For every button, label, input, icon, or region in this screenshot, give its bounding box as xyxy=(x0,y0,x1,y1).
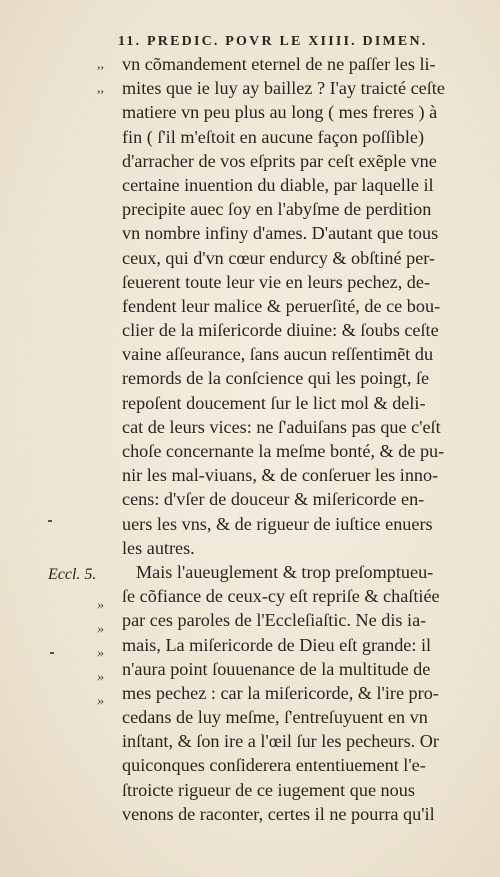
text-line: repoſent doucement ſur le lict mol & deli- xyxy=(122,392,426,413)
quote-mark: » xyxy=(97,694,104,709)
text-line: certaine inuention du diable, par laquelle il xyxy=(122,174,434,195)
text-line: ceux, qui d'vn cœur endurcy & obſtiné per- xyxy=(122,247,436,268)
text-line: cedans de luy meſme, ſ'entreſuyuent en vn xyxy=(122,707,428,728)
text-line: par ces paroles de l'Eccleſiaſtic. Ne dis ia- xyxy=(122,610,427,631)
text-line: vn nombre infiny d'ames. D'autant que tous xyxy=(122,223,439,244)
quote-mark: » xyxy=(97,646,104,661)
text-line: vaine aſſeurance, ſans aucun reſſentimẽt du xyxy=(122,344,434,365)
text-line: cens: d'vſer de douceur & miſericorde en- xyxy=(122,489,425,510)
text-line: mites que ie luy ay baillez ? I'ay traicté ceſte xyxy=(122,78,445,99)
text-line: n'aura point ſouuenance de la multitude de xyxy=(122,658,431,679)
text-line: remords de la conſcience qui les poingt, ſe xyxy=(122,368,430,389)
text-line: uers les vns, & de rigueur de iuſtice enuers xyxy=(122,513,433,534)
running-header: 11. PREDIC. POVR LE XIIII. DIMEN. xyxy=(118,34,428,49)
text-line: d'arracher de vos eſprits par ceſt exẽple vne xyxy=(122,150,437,171)
text-line: clier de la miſericorde diuine: & ſoubs ceſte xyxy=(122,320,439,341)
quote-mark: » xyxy=(97,598,104,613)
quote-mark: » xyxy=(97,670,104,685)
text-line: les autres. xyxy=(122,537,195,558)
margin-reference: Eccl. 5. xyxy=(48,566,97,583)
quote-mark: ,, xyxy=(97,57,104,72)
text-line: mais, La miſericorde de Dieu eſt grande: il xyxy=(122,634,432,655)
text-line: mes pechez : car la miſericorde, & l'ire pro- xyxy=(122,682,439,703)
text-line: cat de leurs vices: ne ſ'aduiſans pas que c'eſt xyxy=(122,416,441,437)
margin-mark xyxy=(50,652,54,654)
text-line: fin ( ſ'il m'eſtoit en aucune façon poſſible) xyxy=(122,126,425,147)
text-line: ſtroicte rigueur de ce iugement que nous xyxy=(122,779,415,800)
quote-mark: ,, xyxy=(97,81,104,96)
text-line: nir les mal-viuans, & de conſeruer les inno- xyxy=(122,465,439,486)
text-line: ſeuerent toute leur vie en leurs pechez, de- xyxy=(122,271,431,292)
quote-mark: » xyxy=(97,622,104,637)
text-line: vn cõmandement eternel de ne paſſer les li- xyxy=(122,54,436,74)
text-line: Mais l'aueuglement & trop preſomptueu- xyxy=(136,561,434,582)
text-line: inſtant, & ſon ire a l'œil ſur les pecheurs. Or xyxy=(122,731,439,752)
text-line: precipite auec ſoy en l'abyſme de perdition xyxy=(122,199,432,220)
text-line: quiconques conſiderera ententiuement l'e- xyxy=(122,755,426,776)
text-line: venons de raconter, certes il ne pourra qu'il xyxy=(122,803,435,824)
text-line: fendent leur malice & peruerſité, de ce bou- xyxy=(122,295,441,316)
margin-mark xyxy=(48,520,52,522)
body-text xyxy=(122,52,488,826)
text-line: choſe concernante la meſme bonté, & de pu- xyxy=(122,441,445,461)
text-line: ſe cõfiance de ceux-cy eſt repriſe & chaſtiée xyxy=(122,586,440,607)
text-line: matiere vn peu plus au long ( mes freres ) à xyxy=(122,102,438,123)
